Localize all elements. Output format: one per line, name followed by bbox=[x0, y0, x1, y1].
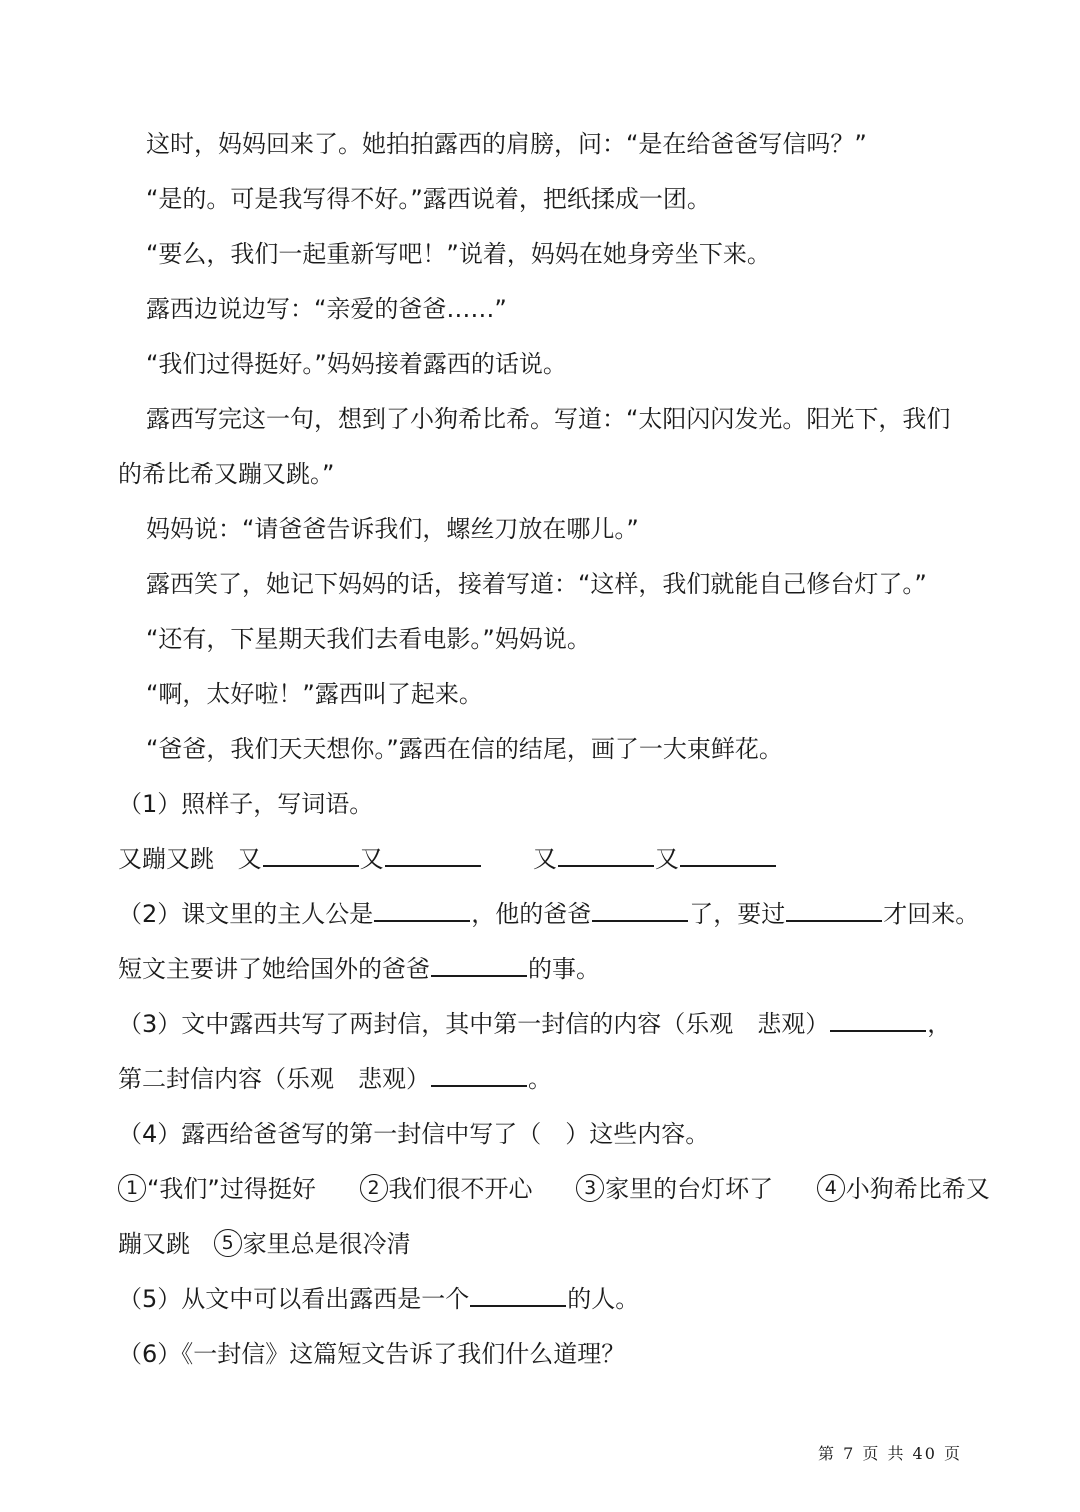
answer-blank[interactable] bbox=[558, 843, 654, 867]
story-paragraph-4: 露西边说边写：“亲爱的爸爸……” bbox=[146, 295, 507, 323]
question-5-text: 的人。 bbox=[567, 1285, 640, 1313]
answer-blank[interactable] bbox=[830, 1008, 926, 1032]
question-5-text: （5）从文中可以看出露西是一个 bbox=[118, 1285, 470, 1313]
question-3-line-2 bbox=[118, 1063, 968, 1095]
story-paragraph-10: “啊，太好啦！”露西叫了起来。 bbox=[146, 680, 483, 708]
answer-blank[interactable] bbox=[592, 898, 688, 922]
question-1-you-2: 又 bbox=[359, 845, 384, 873]
option-text: 蹦又跳 bbox=[118, 1230, 190, 1258]
question-4-prompt: （4）露西给爸爸写的第一封信中写了（ ）这些内容。 bbox=[118, 1120, 710, 1148]
answer-blank[interactable] bbox=[431, 953, 527, 977]
question-3-text: ， bbox=[927, 1010, 952, 1038]
answer-blank[interactable] bbox=[680, 843, 776, 867]
story-paragraph-8: 露西笑了，她记下妈妈的话，接着写道：“这样，我们就能自己修台灯了。” bbox=[146, 570, 927, 598]
question-3-text: 。 bbox=[528, 1065, 552, 1093]
story-paragraph-9: “还有，下星期天我们去看电影。”妈妈说。 bbox=[146, 625, 591, 653]
option-number-circle: 5 bbox=[214, 1229, 242, 1257]
question-1-example: 又蹦又跳 bbox=[118, 845, 214, 873]
option-number-circle: 1 bbox=[118, 1174, 146, 1202]
question-2-text: （2）课文里的主人公是 bbox=[118, 900, 374, 928]
story-paragraph-7: 妈妈说：“请爸爸告诉我们，螺丝刀放在哪儿。” bbox=[146, 515, 639, 543]
question-4-options-row-1 bbox=[118, 1173, 990, 1205]
question-5 bbox=[118, 1283, 968, 1315]
story-paragraph-6-line-1: 露西写完这一句，想到了小狗希比希。写道：“太阳闪闪发光。阳光下，我们 bbox=[146, 405, 951, 433]
question-1-answer-row bbox=[118, 843, 968, 875]
answer-blank[interactable] bbox=[431, 1063, 527, 1087]
question-2-text: ，他的爸爸 bbox=[471, 900, 592, 928]
question-3-text: 第二封信内容（乐观 悲观） bbox=[118, 1065, 430, 1093]
option-number-circle: 3 bbox=[576, 1174, 604, 1202]
question-3-text: （3）文中露西共写了两封信，其中第一封信的内容（乐观 悲观） bbox=[118, 1010, 830, 1038]
question-1-prompt: （1）照样子，写词语。 bbox=[118, 790, 374, 818]
page-number-footer: 第 7 页 共 40 页 bbox=[818, 1444, 962, 1463]
option-text: “我们”过得挺好 bbox=[147, 1175, 316, 1203]
question-1-you-3: 又 bbox=[532, 845, 557, 873]
answer-blank[interactable] bbox=[470, 1283, 566, 1307]
answer-blank[interactable] bbox=[263, 843, 359, 867]
question-3-line-1 bbox=[118, 1008, 968, 1040]
question-1-you-1: 又 bbox=[237, 845, 262, 873]
question-2-text: 短文主要讲了她给国外的爸爸 bbox=[118, 955, 430, 983]
story-paragraph-3: “要么，我们一起重新写吧！”说着，妈妈在她身旁坐下来。 bbox=[146, 240, 771, 268]
question-2-line-2 bbox=[118, 953, 968, 985]
story-paragraph-1: 这时，妈妈回来了。她拍拍露西的肩膀，问：“是在给爸爸写信吗？” bbox=[146, 130, 867, 158]
story-paragraph-11: “爸爸，我们天天想你。”露西在信的结尾，画了一大束鲜花。 bbox=[146, 735, 783, 763]
answer-blank[interactable] bbox=[385, 843, 481, 867]
option-text: 家里的台灯坏了 bbox=[605, 1175, 774, 1203]
option-number-circle: 4 bbox=[817, 1174, 845, 1202]
question-2-line-1 bbox=[118, 898, 980, 930]
answer-blank[interactable] bbox=[786, 898, 882, 922]
option-number-circle: 2 bbox=[360, 1174, 388, 1202]
answer-blank[interactable] bbox=[374, 898, 470, 922]
option-text: 我们很不开心 bbox=[388, 1175, 533, 1203]
question-1-you-4: 又 bbox=[654, 845, 679, 873]
question-2-text: 了，要过 bbox=[689, 900, 786, 928]
story-paragraph-2: “是的。可是我写得不好。”露西说着，把纸揉成一团。 bbox=[146, 185, 711, 213]
story-paragraph-5: “我们过得挺好。”妈妈接着露西的话说。 bbox=[146, 350, 567, 378]
question-6-prompt: （6）《一封信》这篇短文告诉了我们什么道理？ bbox=[118, 1340, 626, 1368]
option-text: 家里总是很冷清 bbox=[242, 1230, 411, 1258]
question-2-text: 的事。 bbox=[528, 955, 600, 983]
question-2-text: 才回来。 bbox=[883, 900, 980, 928]
story-paragraph-6-line-2: 的希比希又蹦又跳。” bbox=[118, 460, 335, 488]
question-4-options-row-2 bbox=[118, 1228, 968, 1260]
option-text: 小狗希比希又 bbox=[845, 1175, 990, 1203]
